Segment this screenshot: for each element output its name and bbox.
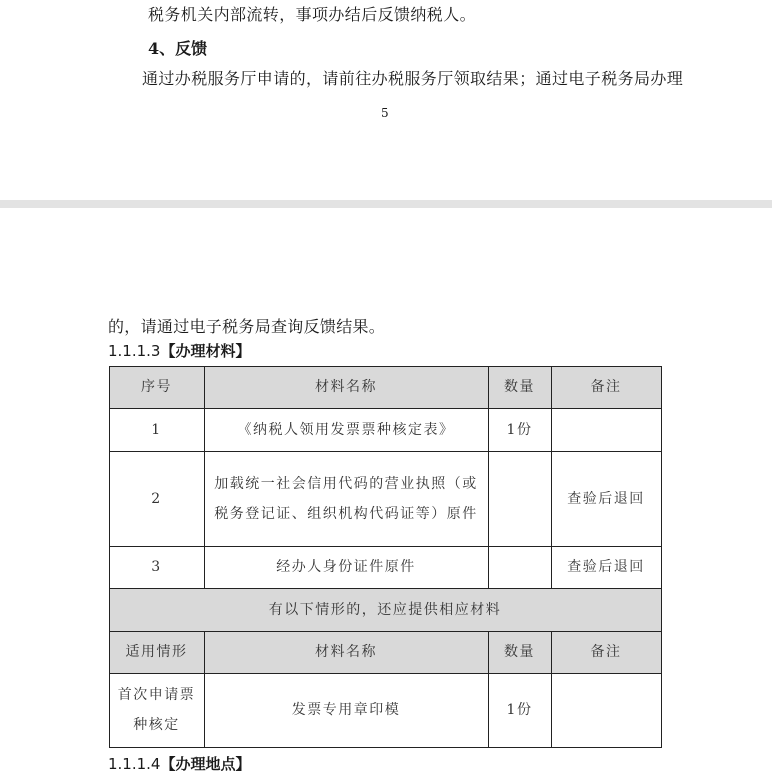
section-number: 1.1.1.4 (108, 755, 161, 773)
cell-line: 种核定 (133, 717, 180, 733)
header-cell-name: 材料名称 (204, 631, 488, 673)
table-rule (661, 366, 662, 588)
header-cell-qty: 数量 (488, 631, 551, 673)
header-cell-note: 备注 (551, 631, 661, 673)
table-cell-note (551, 408, 661, 451)
table-rule (488, 366, 489, 588)
table-cell-case (109, 673, 204, 747)
header-cell-case: 适用情形 (109, 631, 204, 673)
heading-feedback: 4、反馈 (148, 39, 208, 58)
section-number: 1.1.1.3 (108, 342, 161, 360)
page-5 (0, 0, 772, 200)
paragraph-feedback-line2: 的，请通过电子税务局查询反馈结果。 (108, 317, 386, 336)
table-rule (109, 588, 110, 631)
table-rule (109, 747, 662, 748)
table-rule (204, 631, 205, 748)
table-cell-qty: 1份 (506, 702, 533, 718)
table-cell-name: 《纳税人领用发票票种核定表》 (237, 421, 455, 438)
table-cell-seq: 3 (151, 559, 162, 575)
table-cell-qty: 1份 (506, 421, 533, 438)
table-rule (551, 631, 552, 748)
paragraph-feedback-line1: 通过办税服务厅申请的，请前往办税服务厅领取结果；通过电子税务局办理 (142, 69, 684, 88)
table-rule (109, 366, 662, 367)
table-rule (109, 366, 110, 588)
table-rule (551, 366, 552, 588)
table-rule (109, 451, 662, 452)
header-cell-qty: 数量 (488, 366, 551, 408)
table-rule (109, 631, 662, 632)
table-rule (109, 546, 662, 547)
table-cell-name: 发票专用章印模 (291, 702, 401, 718)
section-title: 【办理地点】 (160, 755, 251, 773)
table-rule (661, 631, 662, 748)
table-cell-seq: 1 (151, 421, 162, 438)
cell-line: 税务登记证、组织机构代码证等）原件 (214, 505, 478, 522)
table-rule (661, 588, 662, 631)
cell-line: 首次申请票 (117, 687, 196, 703)
table-cell-qty (488, 451, 551, 546)
section-heading-materials (108, 340, 251, 361)
page-separator (0, 200, 772, 208)
table-cell-qty (488, 546, 551, 588)
table-cell-note: 查验后退回 (567, 559, 645, 575)
table-rule (109, 588, 662, 589)
table-rule (488, 631, 489, 748)
table-cell-name (204, 451, 488, 546)
header-cell-name: 材料名称 (204, 366, 488, 408)
paragraph-line: 税务机关内部流转，事项办结后反馈纳税人。 (148, 5, 477, 24)
table-rule (204, 366, 205, 588)
table-rule (109, 673, 662, 674)
section-title: 【办理材料】 (160, 342, 251, 360)
table-banner: 有以下情形的，还应提供相应材料 (109, 588, 661, 631)
table-cell-name: 经办人身份证件原件 (276, 559, 416, 575)
section-heading-location (108, 753, 251, 774)
cell-line: 加载统一社会信用代码的营业执照（或 (214, 475, 478, 492)
table-cell-seq: 2 (151, 490, 162, 507)
table-rule (109, 408, 662, 409)
table-cell-note: 查验后退回 (567, 490, 645, 507)
table-cell-note (551, 673, 661, 747)
page-number: 5 (381, 106, 389, 120)
header-cell-seq: 序号 (109, 366, 204, 408)
header-cell-note: 备注 (551, 366, 661, 408)
table-rule (109, 631, 110, 748)
